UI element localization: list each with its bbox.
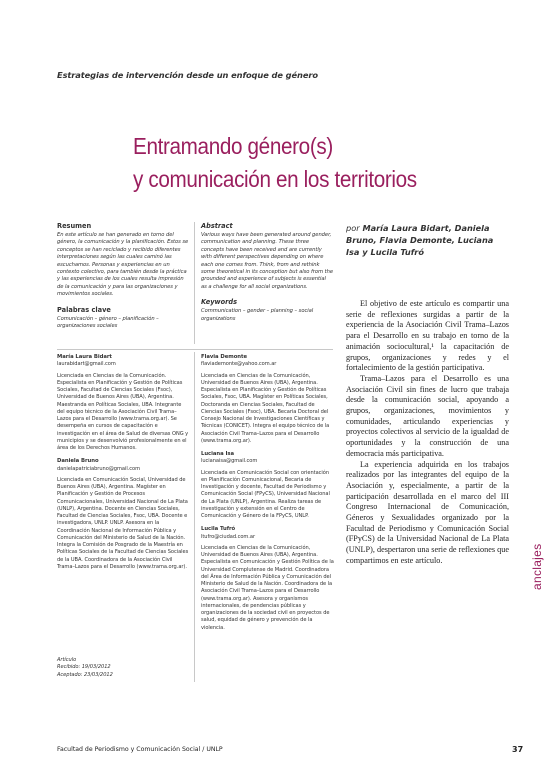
bios-right (201, 354, 334, 632)
article-dates-label: Artículo (57, 657, 77, 663)
bio-name: Flavia Demonte (201, 354, 248, 360)
bio-email: laurabidart@gmail.com (57, 361, 116, 368)
authors-prefix: por (346, 223, 360, 233)
palabras-clave-heading: Palabras clave (57, 305, 111, 314)
body-paragraph: Trama–Lazos para el Desarrollo es una Asociación Civil sin fines de lucro que trabaja desde la comunicación social, apoyando a grupos, organizaciones, movimientos y comunidades, articulando experiencias y proyectos colectivos al servicio de la igualdad de oportunidades y la construcción de una democracia más participativa. (346, 373, 509, 458)
palabras-clave-text: Comunicación – género – planificación – organizaciones sociales (57, 315, 159, 330)
bio-text: Licenciada en Ciencias de la Comunicación, Universidad de Buenos Aires (UBA), Argentina. Especialista en Comunicación y Gestión Política de la Universidad Complutense de Madrid. Coordinadora del Área de Información Pública y Comunicación del Ministerio de Salud de la Nación. Coordinadora de la Asociación Civil Trama–Lazos para el Desarrollo (www.trama.org.ar). Asesora y organismos internacionales, de pendencias públicas y organizaciones de la sociedad civil en proyectos de salud, equidad de género y prevención de la violencia. (201, 544, 334, 631)
bios-left (57, 354, 190, 571)
body-paragraph: El objetivo de este artículo es compartir una serie de reflexiones surgidas a partir de la experiencia de la Asociación Civil Trama–Lazos para el Desarrollo en su trabajo en torno de la animación sociocultural,¹ la capacitación de grupos, organizaciones y redes y el fortalecimiento de la gestión participativa. (346, 299, 509, 373)
bio-email: flaviademonte@yahoo.com.ar (201, 361, 277, 368)
bio-text: Licenciada en Ciencias de la Comunicación. Especialista en Planificación y Gestión de Políticas Sociales, Facultad de Ciencias Sociales (Fsoc), Universidad de Buenos Aires (UBA), Argentina. Maestranda en Políticas Sociales, UBA. Integrante del equipo técnico de la Asociación Civil Trama–Lazos para el Desarrollo (www.trama.org.ar). Se desempeña en cursos de capacitación e investigación en el área de Salud de diversas ONG y municipios y se desenvolvió profesionalmente en el área de los Derechos Humanos. (57, 372, 189, 451)
bio-name: Daniela Bruno (57, 458, 99, 465)
divider-vertical-top (194, 222, 195, 344)
bio-email: danielapatriciabruno@gmail.com (57, 465, 141, 472)
bio-email: ltufro@ciudad.com.ar (201, 533, 255, 540)
abstract-heading: Abstract (201, 222, 233, 230)
keywords-heading: Keywords (201, 298, 238, 307)
body-column (346, 299, 509, 567)
article-dates (57, 657, 190, 679)
article-title-line2: y comunicación en los territorios (133, 166, 417, 192)
article-title-line1: Entramando género(s) (133, 133, 333, 159)
resumen-block (57, 222, 189, 330)
bio-text: Licenciada en Ciencias de la Comunicación, Universidad de Buenos Aires (UBA), Argentina. Especialista en Planificación y Gestión de Políticas Sociales, Fsoc, UBA. Magíster en Políticas Sociales, Doctoranda en Ciencias Sociales, Facultad de Ciencias Sociales (Fsoc), UBA. Becaria Doctoral del Consejo Nacional de Investigaciones Científicas y Técnicas (CONICET). Integra el equipo técnico de la Asociación Civil Trama–Lazos para el Desarrollo (www.trama.org.ar). (201, 372, 330, 444)
resumen-heading: Resumen (57, 222, 92, 230)
section-side-tab: anclajes (530, 543, 544, 590)
authors-names: María Laura Bidart, Daniela Bruno, Flavia Demonte, Luciana Isa y Lucila Tufró (346, 223, 494, 258)
authors-byline (346, 222, 506, 259)
abstract-text: Various ways have been generated around gender, communication and planning. These three concepts have been received and are currently with different perspectives depending on where each one comes from. Think, from and rethink some theoretical in its conception but also from the grounded and experience of subjects is essential as a challenge for all social organizations. (201, 232, 333, 290)
bio-text: Licenciada en Comunicación Social con orientación en Planificación Comunicacional, Becaria de Investigación y docente, Facultad de Periodismo y Comunicación Social (FPyCS), Universidad Nacional de La Plata (UNLP), Argentina. Realiza tareas de investigación y extensión en el Centro de Comunicación y Género de la FPyCS, UNLP. (201, 469, 330, 519)
bio-name: Lucila Tufró (201, 526, 236, 533)
resumen-text: En este artículo se han generado en torno del género, la comunicación y la planificación. Estos se conceptos se han reciclado y recibido diferentes interpretaciones según las cuales caminó las escuchamos. Personas y experiencias en un contexto colectivo, para también desde la práctica y las experiencias de los cuales resulta impresión de la comunicación y para las organizaciones y movimientos sociales. (57, 232, 189, 298)
series-heading: Estrategias de intervención desde un enfoque de género (57, 70, 318, 80)
footer-institution: Facultad de Periodismo y Comunicación Social / UNLP (57, 746, 223, 753)
abstract-block (201, 222, 333, 323)
keywords-text: Communication – gender – planning – social organizations (201, 308, 314, 322)
body-paragraph: La experiencia adquirida en los trabajos realizados por las integrantes del equipo de la Asociación y, especialmente, a partir de la participación desarrollada en el marco del III Congreso Internacional de Comunicación, Géneros y Sexualidades organizado por la Facultad de Periodismo y Comunicación Social (FPyCS) de la Universidad Nacional de La Plata (UNLP), despertaron una serie de reflexiones que compartimos en este artículo. (346, 459, 509, 565)
article-received: Recibido: 19/03/2012 (57, 664, 111, 671)
bio-email: lucianaisa@gmail.com (201, 458, 258, 465)
divider-vertical-bios (194, 352, 195, 682)
page-number: 37 (512, 745, 524, 754)
divider-horizontal (57, 349, 333, 350)
article-accepted: Aceptado: 23/03/2012 (57, 671, 113, 678)
bio-name: Luciana Isa (201, 451, 235, 457)
bio-name: María Laura Bidart (57, 354, 112, 360)
bio-text: Licenciada en Comunicación Social, Universidad de Buenos Aires (UBA), Argentina. Magíster en Planificación y Gestión de Procesos Comunicacionales, Universidad Nacional de La Plata (UNLP), Argentina. Docente en Ciencias Sociales, Facultad de Ciencias Sociales, Fsoc, UBA. Docente e investigadora, UNLP. UNLP. Asesora en la Coordinación Nacional de Información Pública y Comunicación del Ministerio de Salud de la Nación. Integra la Comisión de Posgrado de la Maestría en Políticas Sociales de la Facultad de Ciencias Sociales de la UBA. Coordinadora de la Asociación Civil Trama–Lazos para el Desarrollo (www.trama.org.ar). (57, 476, 189, 570)
